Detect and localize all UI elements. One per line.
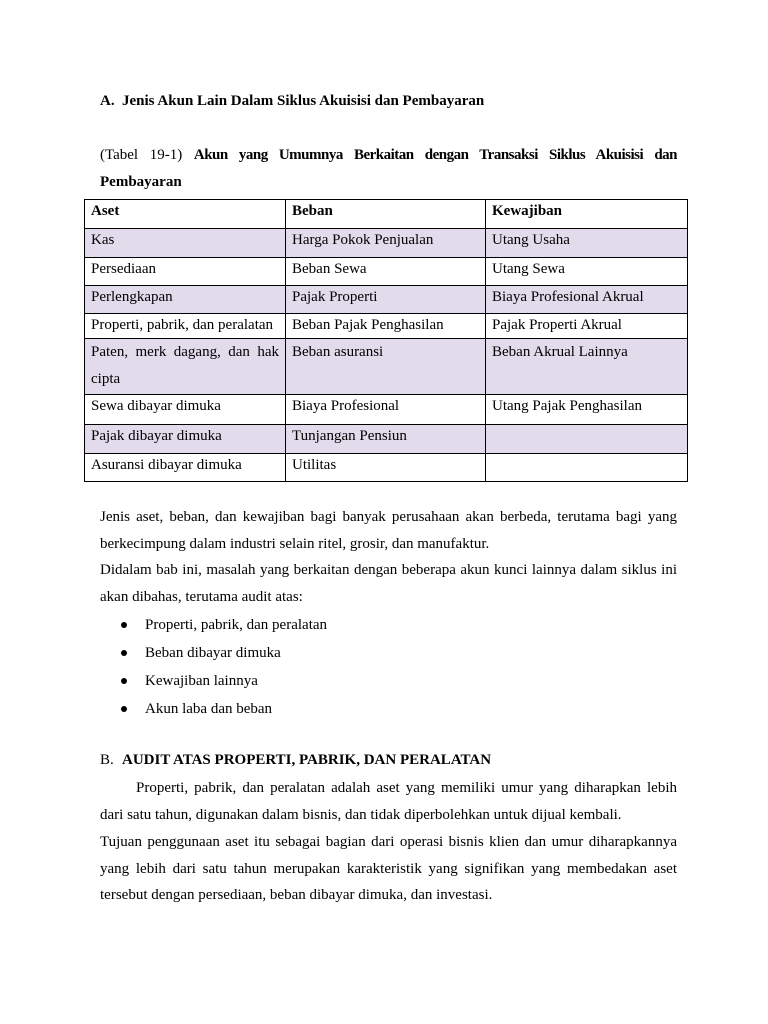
table-cell-kewajiban: Pajak Properti Akrual <box>486 314 688 339</box>
table-cell-kewajiban: Utang Sewa <box>486 258 688 286</box>
table-cell-beban: Beban Pajak Penghasilan <box>286 314 486 339</box>
table-cell-kewajiban: Beban Akrual Lainnya <box>486 339 688 395</box>
table-cell-beban: Beban asuransi <box>286 339 486 395</box>
table-cell-beban: Tunjangan Pensiun <box>286 425 486 454</box>
bullet-icon <box>121 706 127 712</box>
section-b-heading <box>100 747 677 774</box>
table-caption-title-part-2: Pembayaran <box>100 174 182 190</box>
table-cell-kewajiban-empty <box>486 454 688 482</box>
paragraph-intro-line-2: berkecimpung dalam industri selain ritel, grosir, dan manufaktur. <box>100 536 490 552</box>
table-cell-kewajiban: Utang Pajak Penghasilan <box>486 395 688 425</box>
table-cell-aset: Persediaan <box>85 258 286 286</box>
header-aset: Aset <box>85 200 286 229</box>
table-cell-kewajiban-empty <box>486 425 688 454</box>
list-item <box>100 639 677 667</box>
table-row <box>85 314 688 339</box>
table-cell-kewajiban: Utang Usaha <box>486 229 688 258</box>
table-caption-line-2 <box>100 169 677 196</box>
table-cell-aset: Kas <box>85 229 286 258</box>
section-a-label: A. <box>100 93 115 109</box>
list-item <box>100 667 677 695</box>
table-cell-beban: Utilitas <box>286 454 486 482</box>
list-item <box>100 611 677 639</box>
table-row <box>85 339 688 395</box>
header-kewajiban: Kewajiban <box>486 200 688 229</box>
table-row <box>85 258 688 286</box>
table-row <box>85 286 688 314</box>
paragraph-purpose-line-3: tersebut dengan persediaan, beban dibayar dimuka, dan investasi. <box>100 887 493 903</box>
section-b-title: AUDIT ATAS PROPERTI, PABRIK, DAN PERALATAN <box>122 752 492 768</box>
paragraph-definition-line-1: Properti, pabrik, dan peralatan adalah aset yang memiliki umur yang diharapkan lebih <box>136 780 677 796</box>
bullet-icon <box>121 622 127 628</box>
section-a-heading <box>100 88 677 115</box>
table-cell-aset: Paten, merk dagang, dan hak cipta <box>85 339 286 395</box>
table-cell-aset: Perlengkapan <box>85 286 286 314</box>
paragraph-scope-line-1: Didalam bab ini, masalah yang berkaitan dengan beberapa akun kunci lainnya dalam siklus ini <box>100 562 677 578</box>
table-cell-beban: Beban Sewa <box>286 258 486 286</box>
list-item-text: Beban dibayar dimuka <box>145 645 281 661</box>
table-cell-beban: Harga Pokok Penjualan <box>286 229 486 258</box>
table-row <box>85 454 688 482</box>
table-caption-title-part-1: Akun yang Umumnya Berkaitan dengan Transaksi Siklus Akuisisi dan <box>193 147 678 163</box>
table-cell-aset: Asuransi dibayar dimuka <box>85 454 286 482</box>
accounts-table <box>84 199 688 482</box>
paragraph-purpose-line-2: yang lebih dari satu tahun merupakan karakteristik yang signifikan yang membedakan aset <box>100 861 677 877</box>
paragraph-definition-line-2: dari satu tahun, digunakan dalam bisnis, dan tidak diperbolehkan untuk dijual kembali. <box>100 807 622 823</box>
paragraph-intro-line-1: Jenis aset, beban, dan kewajiban bagi banyak perusahaan akan berbeda, terutama bagi yang <box>100 509 677 525</box>
table-caption-label: (Tabel 19-1) <box>100 147 183 163</box>
paragraph-purpose-line-1: Tujuan penggunaan aset itu sebagai bagian dari operasi bisnis klien dan umur diharapkannya <box>100 834 677 850</box>
header-beban: Beban <box>286 200 486 229</box>
table-row <box>85 229 688 258</box>
table-header-row <box>85 200 688 229</box>
table-cell-beban: Pajak Properti <box>286 286 486 314</box>
list-item <box>100 695 677 723</box>
section-a-title: Jenis Akun Lain Dalam Siklus Akuisisi dan Pembayaran <box>122 93 485 109</box>
table-cell-kewajiban: Biaya Profesional Akrual <box>486 286 688 314</box>
table-cell-aset: Properti, pabrik, dan peralatan <box>85 314 286 339</box>
list-item-text: Kewajiban lainnya <box>145 673 258 689</box>
paragraph-scope-line-2: akan dibahas, terutama audit atas: <box>100 589 303 605</box>
bullet-icon <box>121 650 127 656</box>
bullet-icon <box>121 678 127 684</box>
section-b-label: B. <box>100 752 114 768</box>
table-caption-line-1 <box>100 142 677 169</box>
table-cell-aset: Sewa dibayar dimuka <box>85 395 286 425</box>
table-row <box>85 425 688 454</box>
table-row <box>85 395 688 425</box>
list-item-text: Properti, pabrik, dan peralatan <box>145 617 328 633</box>
list-item-text: Akun laba dan beban <box>145 701 273 717</box>
table-cell-aset: Pajak dibayar dimuka <box>85 425 286 454</box>
table-cell-beban: Biaya Profesional <box>286 395 486 425</box>
